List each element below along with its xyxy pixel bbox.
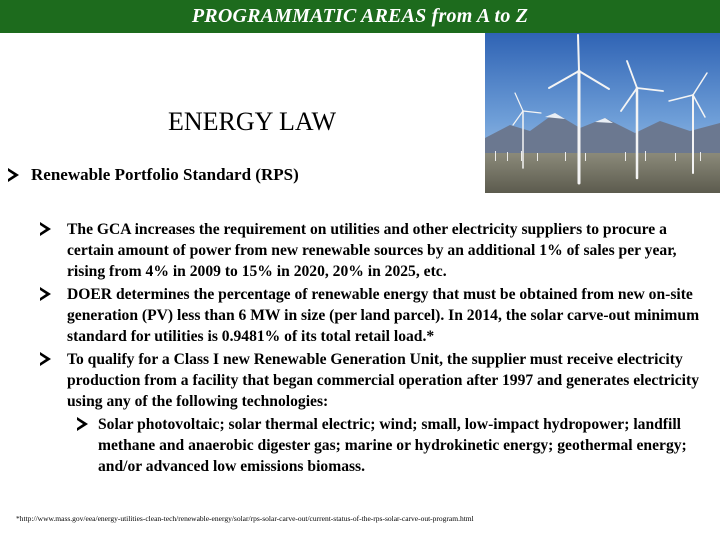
arrow-bullet-icon bbox=[77, 417, 88, 431]
bullet-text: DOER determines the percentage of renewable energy that must be obtained from new on-site generation (PV) less than 6 MW in size (per land parcel). In 2014, the solar carve-out minimum standard for utilities is 0.9481% of its total retail load.* bbox=[67, 286, 700, 345]
bullet-text: To qualify for a Class I new Renewable Generation Unit, the supplier must receive electricity production from a facility that began commercial operation after 1997 and generates electricity using any of the following technologies: bbox=[67, 351, 699, 410]
bullet-list bbox=[40, 219, 712, 477]
header-bar bbox=[0, 0, 720, 33]
sub-bullet-technologies bbox=[75, 414, 712, 477]
sub-bullet-text: Solar photovoltaic; solar thermal electric; wind; small, low-impact hydropower; landfill methane and anaerobic digester gas; marine or hydrokinetic energy; geothermal energy; and/or advanced low emissions biomass. bbox=[98, 416, 687, 475]
rps-bullet-text: Renewable Portfolio Standard (RPS) bbox=[31, 165, 299, 184]
slide-header-title: PROGRAMMATIC AREAS from A to Z bbox=[191, 5, 529, 27]
arrow-bullet-icon bbox=[40, 352, 51, 366]
bullet-item-doer bbox=[40, 284, 712, 347]
arrow-bullet-icon bbox=[40, 287, 51, 301]
footnote-url: *http://www.mass.gov/eea/energy-utilities-clean-tech/renewable-energy/solar/rps-solar-carve-out/current-status-of-the-rps-solar-carve-out-program.html bbox=[16, 514, 474, 523]
arrow-bullet-icon bbox=[8, 168, 19, 182]
bullet-item-class-i bbox=[40, 349, 712, 412]
bullet-text: The GCA increases the requirement on utilities and other electricity suppliers to procure a certain amount of power from new renewable sources by an additional 1% of sales per year, rising from 4% in 2009 to 15% in 2020, 20% in 2025, etc. bbox=[67, 221, 677, 280]
wind-turbines-photo bbox=[485, 33, 720, 193]
arrow-bullet-icon bbox=[40, 222, 51, 236]
section-title: ENERGY LAW bbox=[168, 107, 337, 136]
rps-bullet bbox=[8, 165, 299, 185]
wind-turbines-image bbox=[485, 33, 720, 193]
bullet-item-gca bbox=[40, 219, 712, 282]
